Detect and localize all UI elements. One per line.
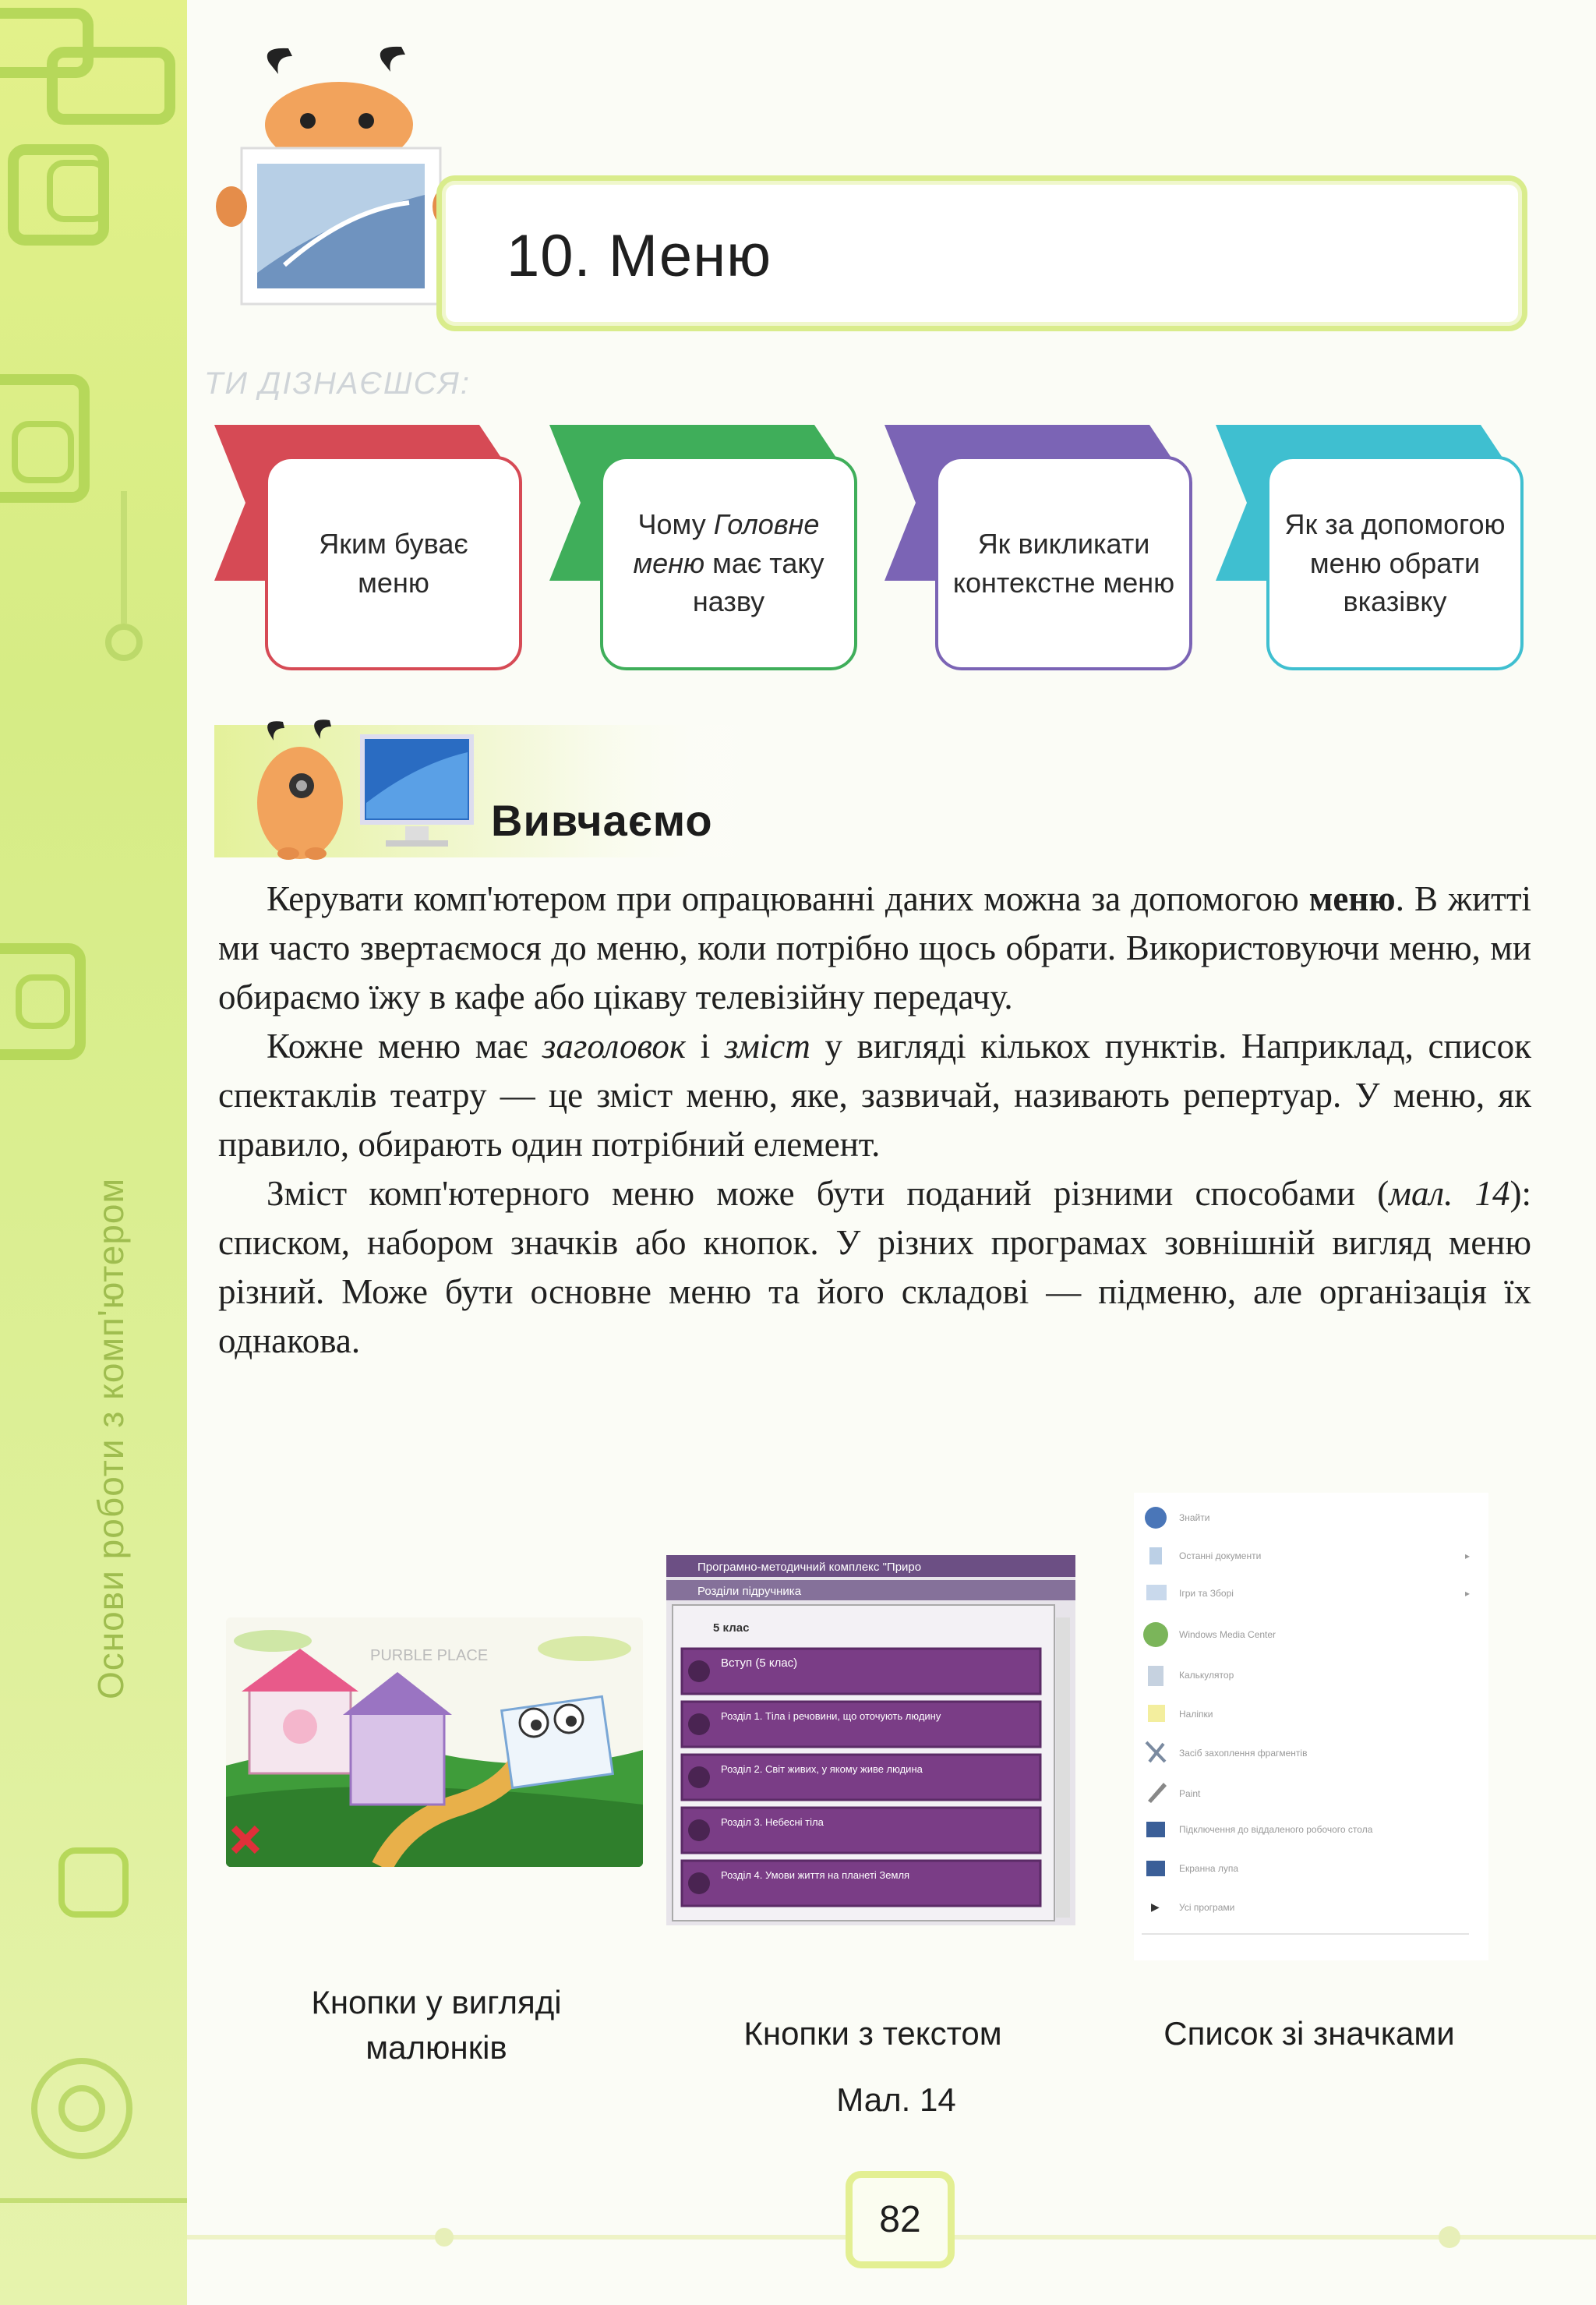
svg-text:Екранна лупа: Екранна лупа xyxy=(1179,1863,1239,1874)
mascot-with-picture-illustration xyxy=(214,39,464,320)
caption-picture-buttons: Кнопки у вигляді малюнків xyxy=(311,1984,562,2066)
figure-picture-buttons xyxy=(226,1617,643,1867)
games-icon xyxy=(1146,1585,1167,1600)
svg-text:Розділ 4. Умови життя на плане: Розділ 4. Умови життя на планеті Земля xyxy=(721,1869,910,1881)
topic-ribbon-1 xyxy=(214,425,538,666)
topic-ribbon-2 xyxy=(549,425,873,666)
svg-text:▸: ▸ xyxy=(1465,1588,1471,1599)
paragraph-2: Кожне меню має заголовок і зміст у вигляді кількох пунктів. Наприклад, список спектаклів театру — це зміст меню, яке, зазвичай, називають репертуар. У меню, як правило, обирають один потрібний елемент. xyxy=(218,1027,1531,1164)
svg-text:PURBLE PLACE: PURBLE PLACE xyxy=(370,1647,489,1664)
menu-button-2 xyxy=(682,1702,1040,1747)
menu-button-1 xyxy=(682,1649,1040,1694)
svg-text:Калькулятор: Калькулятор xyxy=(1179,1670,1234,1681)
svg-text:5 клас: 5 клас xyxy=(713,1621,750,1635)
learn-label: ТИ ДІЗНАЄШСЯ: xyxy=(204,366,471,401)
sticky-notes-icon xyxy=(1148,1705,1165,1722)
deco-line xyxy=(121,491,127,624)
topic-card-2-text: Чому Головне меню має таку назву xyxy=(633,507,824,618)
svg-text:Вступ (5 клас): Вступ (5 клас) xyxy=(721,1656,798,1670)
topic-ribbon-3 xyxy=(885,425,1208,666)
deco-square xyxy=(12,421,74,483)
caption-icon-list: Список зі значками xyxy=(1163,2015,1455,2052)
page-number: 82 xyxy=(846,2171,955,2268)
deco-ring xyxy=(105,624,143,661)
topic-card-1: Яким буває меню xyxy=(265,456,522,670)
remote-desktop-icon xyxy=(1146,1822,1165,1837)
figure-icon-list xyxy=(1134,1493,1488,1960)
figure-text-buttons xyxy=(666,1555,1075,1925)
svg-text:Підключення до віддаленого роб: Підключення до віддаленого робочого стола xyxy=(1179,1824,1373,1835)
menu-button-4 xyxy=(682,1808,1040,1853)
search-icon xyxy=(1145,1507,1167,1529)
svg-text:Розділи підручника: Розділи підручника xyxy=(697,1585,802,1598)
documents-icon xyxy=(1149,1547,1162,1564)
svg-text:Програмно-методичний комплекс: Програмно-методичний комплекс "Приро xyxy=(697,1561,922,1574)
deco-square xyxy=(58,1847,129,1918)
caption-text-buttons: Кнопки з текстом xyxy=(743,2015,1002,2052)
svg-text:Останні документи: Останні документи xyxy=(1179,1550,1262,1561)
figure-label: Мал. 14 xyxy=(836,2081,956,2118)
deco-square xyxy=(16,974,70,1029)
svg-text:Знайти: Знайти xyxy=(1179,1512,1210,1523)
svg-text:Розділ 1. Тіла і речовини, що: Розділ 1. Тіла і речовини, що оточують людину xyxy=(721,1710,941,1722)
deco-square xyxy=(47,47,175,125)
svg-text:Ігри та Зборі: Ігри та Зборі xyxy=(1179,1588,1234,1599)
deco-ring xyxy=(58,2085,105,2132)
media-center-icon xyxy=(1143,1622,1168,1647)
paragraph-3: Зміст комп'ютерного меню може бути поданий різними способами (мал. 14): списком, набором значків або кнопок. У різних програмах зовнішній вигляд меню різний. Може бути основне меню та його складові — підменю, але організація їх однакова. xyxy=(218,1174,1531,1360)
svg-text:Windows Media Center: Windows Media Center xyxy=(1179,1629,1276,1640)
purble-place-illustration xyxy=(226,1617,643,1867)
calculator-icon xyxy=(1148,1666,1163,1686)
menu-button-5 xyxy=(682,1861,1040,1906)
svg-text:▶: ▶ xyxy=(1151,1900,1160,1913)
menu-button-3 xyxy=(682,1755,1040,1800)
chapter-title: 10. Меню xyxy=(507,223,772,289)
svg-text:▸: ▸ xyxy=(1465,1550,1471,1561)
section-heading: Вивчаємо xyxy=(491,796,713,845)
magnifier-icon xyxy=(1146,1861,1165,1876)
text-buttons-window-illustration xyxy=(666,1555,1075,1925)
topic-card-4: Як за допомогою меню обрати вказівку xyxy=(1266,456,1524,670)
svg-text:Paint: Paint xyxy=(1179,1788,1201,1799)
svg-text:Розділ 3. Небесні тіла: Розділ 3. Небесні тіла xyxy=(721,1816,824,1828)
paragraph-1: Керувати комп'ютером при опрацюванні даних можна за допомогою меню. В житті ми часто звертаємося до меню, коли потрібно щось обрати. Використовуючи меню, ми обираємо їжу в кафе або цікаву телевізійну передачу. xyxy=(218,879,1531,1016)
topic-card-2 xyxy=(600,456,857,670)
topic-ribbon-4 xyxy=(1216,425,1539,666)
svg-text:Засіб захоплення фрагментів: Засіб захоплення фрагментів xyxy=(1179,1748,1308,1759)
svg-text:Наліпки: Наліпки xyxy=(1179,1709,1213,1720)
start-menu-list-illustration xyxy=(1134,1493,1488,1960)
deco-line xyxy=(0,2198,187,2203)
deco-square xyxy=(47,160,109,222)
svg-text:Усі програми: Усі програми xyxy=(1179,1902,1235,1913)
sidebar-vertical-title: Основи роботи з комп'ютером xyxy=(90,1177,131,1699)
body-text xyxy=(218,875,1531,1366)
svg-text:Розділ 2. Світ живих, у якому: Розділ 2. Світ живих, у якому живе людина xyxy=(721,1763,923,1775)
topic-card-3: Як викликати контекстне меню xyxy=(935,456,1192,670)
